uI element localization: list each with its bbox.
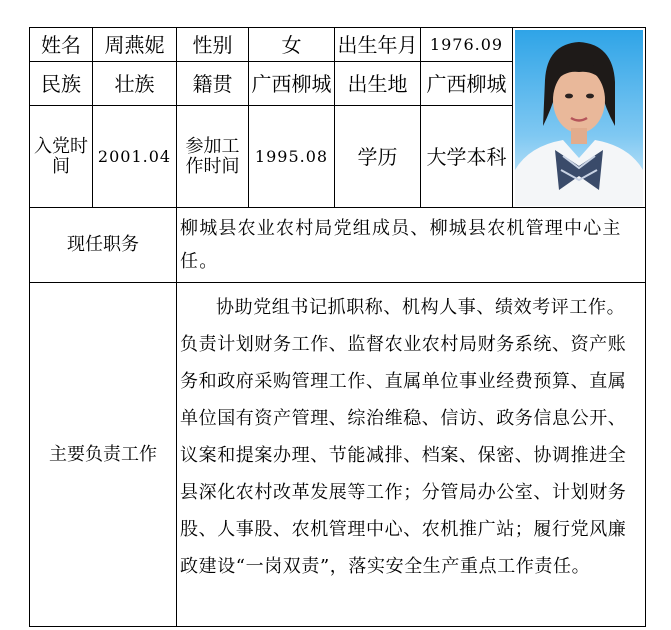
work-start-label: 参加工作时间	[177, 106, 249, 208]
name-value: 周燕妮	[93, 28, 177, 62]
party-join-value: 2001.04	[93, 106, 177, 208]
native-place-label: 籍贯	[177, 62, 249, 106]
ethnicity-value: 壮族	[93, 62, 177, 106]
birth-value: 1976.09	[421, 28, 513, 62]
work-start-value: 1995.08	[249, 106, 335, 208]
name-label: 姓名	[30, 28, 93, 62]
portrait-illustration	[515, 30, 643, 206]
profile-table	[29, 27, 646, 627]
gender-value: 女	[249, 28, 335, 62]
profile-table-frame	[29, 27, 645, 618]
education-label: 学历	[335, 106, 421, 208]
education-value: 大学本科	[421, 106, 513, 208]
birthplace-label: 出生地	[335, 62, 421, 106]
birth-label: 出生年月	[335, 28, 421, 62]
ethnicity-label: 民族	[30, 62, 93, 106]
portrait-photo	[515, 30, 643, 206]
duties-value	[177, 283, 646, 627]
native-place-value: 广西柳城	[249, 62, 335, 106]
gender-label: 性别	[177, 28, 249, 62]
duties-text: 协助党组书记抓职称、机构人事、绩效考评工作。负责计划财务工作、监督农业农村局财务系统、资产账务和政府采购管理工作、直属单位事业经费预算、直属单位国有资产管理、综治维稳、信访、政务信息公开、议案和提案办理、节能减排、档案、保密、协调推进全县深化农村改革发展等工作；分管局办公室、计划财务股、人事股、农机管理中心、农机推广站；履行党风廉政建设“一岗双责”，落实安全生产重点工作责任。	[180, 297, 627, 577]
photo-cell	[513, 28, 646, 208]
position-label: 现任职务	[30, 208, 177, 283]
position-value: 柳城县农业农村局党组成员、柳城县农机管理中心主任。	[177, 208, 646, 283]
party-join-label: 入党时间	[30, 106, 93, 208]
birthplace-value: 广西柳城	[421, 62, 513, 106]
duties-label: 主要负责工作	[30, 283, 177, 627]
